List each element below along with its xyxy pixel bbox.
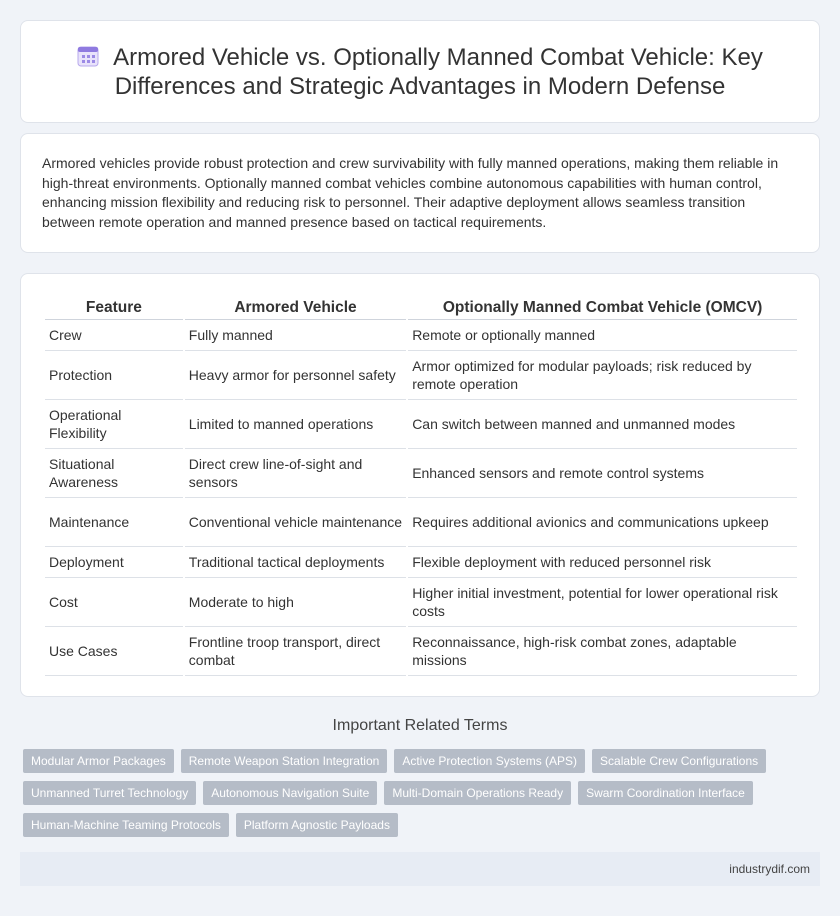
page-title <box>21 43 819 101</box>
cell-armored: Traditional tactical deployments <box>185 547 406 578</box>
related-term-tag[interactable]: Autonomous Navigation Suite <box>203 781 377 805</box>
cell-omcv: Requires additional avionics and communications upkeep <box>408 498 797 547</box>
table-row <box>45 320 797 351</box>
cell-armored: Fully manned <box>185 320 406 351</box>
cell-feature: Use Cases <box>45 627 183 676</box>
related-term-tag[interactable]: Platform Agnostic Payloads <box>236 813 398 837</box>
table-row <box>45 547 797 578</box>
table-row <box>45 449 797 498</box>
related-term-tag[interactable]: Swarm Coordination Interface <box>578 781 753 805</box>
cell-omcv: Armor optimized for modular payloads; risk reduced by remote operation <box>408 351 797 400</box>
table-row <box>45 627 797 676</box>
title-card <box>20 20 820 123</box>
cell-armored: Conventional vehicle maintenance <box>185 498 406 547</box>
header-armored-vehicle: Armored Vehicle <box>185 294 406 320</box>
intro-card <box>20 133 820 253</box>
related-term-tag[interactable]: Multi-Domain Operations Ready <box>384 781 571 805</box>
footer-site[interactable]: industrydif.com <box>729 862 810 876</box>
cell-omcv: Enhanced sensors and remote control systems <box>408 449 797 498</box>
related-terms-tags <box>23 749 803 845</box>
title-line-1: Armored Vehicle vs. Optionally Manned Combat Vehicle: Key <box>113 44 763 71</box>
related-term-tag[interactable]: Human-Machine Teaming Protocols <box>23 813 229 837</box>
cell-feature: Maintenance <box>45 498 183 547</box>
cell-feature: Deployment <box>45 547 183 578</box>
cell-omcv: Higher initial investment, potential for lower operational risk costs <box>408 578 797 627</box>
cell-armored: Frontline troop transport, direct combat <box>185 627 406 676</box>
cell-feature: Protection <box>45 351 183 400</box>
cell-feature: Crew <box>45 320 183 351</box>
comparison-table <box>43 294 799 676</box>
footer <box>20 852 820 886</box>
related-terms-title: Important Related Terms <box>332 717 508 734</box>
table-header-row <box>45 294 797 320</box>
calendar-icon <box>77 45 99 67</box>
title-line-2: Differences and Strategic Advantages in Modern Defense <box>114 73 726 100</box>
cell-armored: Heavy armor for personnel safety <box>185 351 406 400</box>
table-row <box>45 400 797 449</box>
intro-text: Armored vehicles provide robust protection and crew survivability with fully manned operations, making them reliable in high-threat environments. Optionally manned combat vehicles combine autonomous capabilities with human control, enhancing mission flexibility and reducing risk to personnel. Their adaptive deployment allows seamless transition between remote operation and manned presence based on tactical requirements. <box>42 155 779 230</box>
cell-omcv: Can switch between manned and unmanned modes <box>408 400 797 449</box>
related-term-tag[interactable]: Active Protection Systems (APS) <box>394 749 585 773</box>
related-term-tag[interactable]: Remote Weapon Station Integration <box>181 749 388 773</box>
cell-armored: Limited to manned operations <box>185 400 406 449</box>
table-row <box>45 351 797 400</box>
related-term-tag[interactable]: Modular Armor Packages <box>23 749 174 773</box>
comparison-card <box>20 273 820 697</box>
cell-feature: Cost <box>45 578 183 627</box>
table-row <box>45 498 797 547</box>
cell-armored: Moderate to high <box>185 578 406 627</box>
related-term-tag[interactable]: Unmanned Turret Technology <box>23 781 196 805</box>
cell-omcv: Remote or optionally manned <box>408 320 797 351</box>
cell-feature: Operational Flexibility <box>45 400 183 449</box>
cell-omcv: Reconnaissance, high-risk combat zones, adaptable missions <box>408 627 797 676</box>
related-term-tag[interactable]: Scalable Crew Configurations <box>592 749 766 773</box>
cell-feature: Situational Awareness <box>45 449 183 498</box>
header-omcv: Optionally Manned Combat Vehicle (OMCV) <box>408 294 797 320</box>
table-row <box>45 578 797 627</box>
header-feature: Feature <box>45 294 183 320</box>
cell-armored: Direct crew line-of-sight and sensors <box>185 449 406 498</box>
cell-omcv: Flexible deployment with reduced personnel risk <box>408 547 797 578</box>
